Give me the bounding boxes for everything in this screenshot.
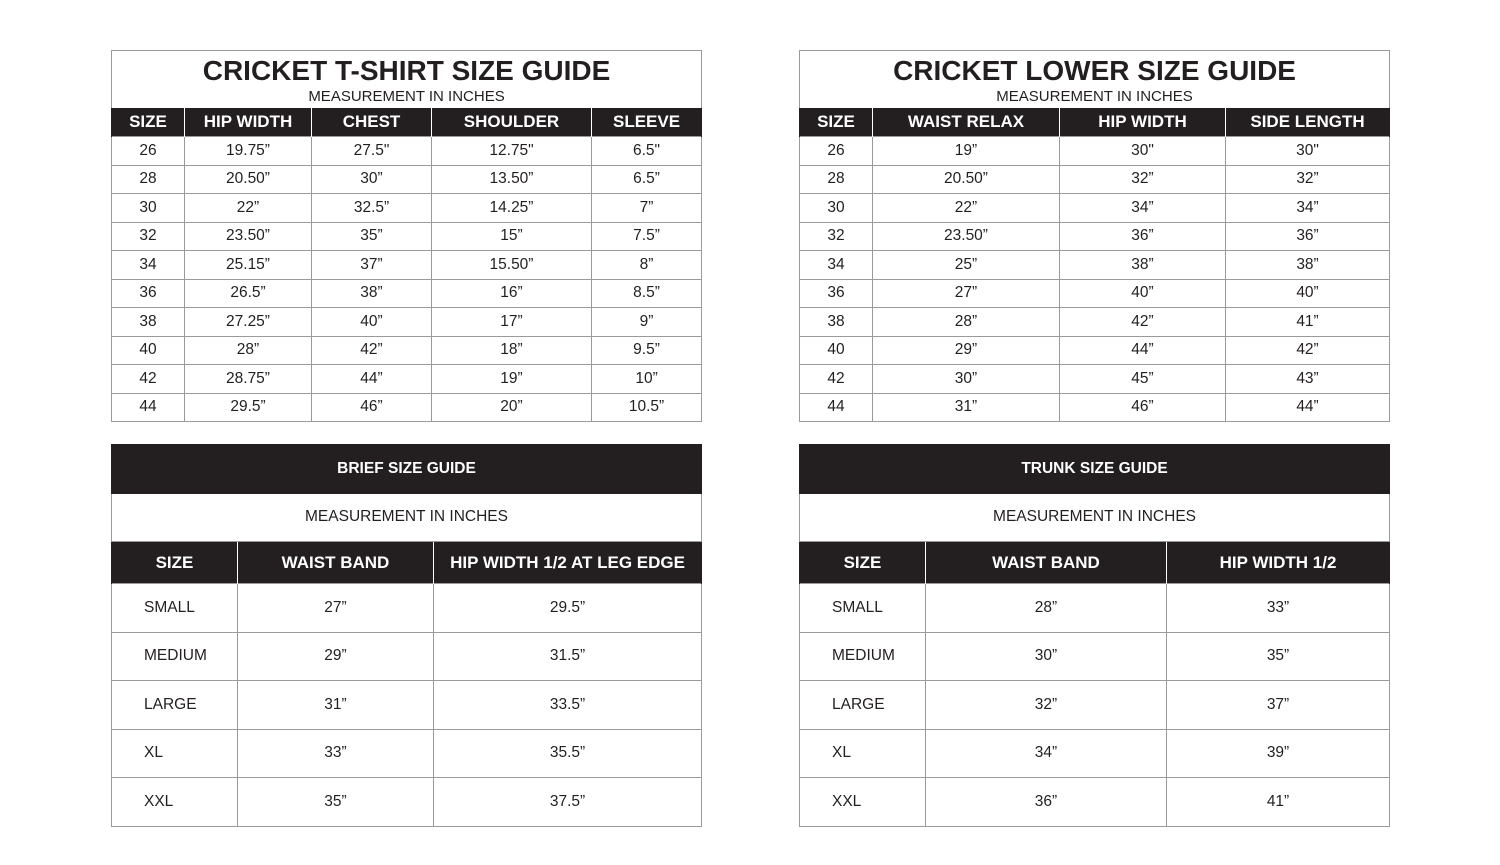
tshirt-header-row xyxy=(112,108,702,137)
lower-header-row xyxy=(800,108,1390,137)
table-cell: LARGE xyxy=(112,681,238,730)
table-row xyxy=(800,308,1390,337)
table-cell: XXL xyxy=(112,778,238,827)
table-cell: 36” xyxy=(1060,222,1226,251)
table-cell: 26 xyxy=(112,137,185,166)
lower-size-table xyxy=(799,50,1390,422)
table-cell: 32 xyxy=(112,222,185,251)
table-row xyxy=(112,137,702,166)
table-cell: 23.50” xyxy=(873,222,1060,251)
table-cell: 27” xyxy=(873,279,1060,308)
table-cell: 31” xyxy=(238,681,434,730)
table-cell: 35.5” xyxy=(434,729,702,778)
column-header: SLEEVE xyxy=(592,108,702,137)
table-cell: 29.5” xyxy=(185,393,312,422)
table-cell: 20” xyxy=(432,393,592,422)
column-header: HIP WIDTH 1/2 AT LEG EDGE xyxy=(434,542,702,584)
table-cell: 22” xyxy=(185,194,312,223)
table-cell: 32” xyxy=(926,681,1167,730)
table-cell: 18” xyxy=(432,336,592,365)
table-cell: 36 xyxy=(112,279,185,308)
table-cell: 32” xyxy=(1060,165,1226,194)
table-cell: 27.25” xyxy=(185,308,312,337)
table-cell: 27.5" xyxy=(312,137,432,166)
table-row xyxy=(112,336,702,365)
lower-size-guide xyxy=(799,50,1389,422)
table-cell: 30” xyxy=(926,632,1167,681)
table-cell: 28 xyxy=(112,165,185,194)
table-cell: 20.50” xyxy=(873,165,1060,194)
tshirt-title: CRICKET T-SHIRT SIZE GUIDE xyxy=(202,55,611,86)
table-row xyxy=(800,251,1390,280)
table-cell: 39” xyxy=(1167,729,1390,778)
table-row xyxy=(800,393,1390,422)
table-row xyxy=(112,308,702,337)
table-cell: 35” xyxy=(1167,632,1390,681)
table-cell: 44 xyxy=(112,393,185,422)
table-cell: 29” xyxy=(238,632,434,681)
table-cell: 9.5” xyxy=(592,336,702,365)
table-row xyxy=(112,279,702,308)
column-header: WAIST BAND xyxy=(926,542,1167,584)
column-header: HIP WIDTH xyxy=(185,108,312,137)
table-cell: 42” xyxy=(1226,336,1390,365)
table-cell: 31” xyxy=(873,393,1060,422)
lower-title: CRICKET LOWER SIZE GUIDE xyxy=(893,55,1296,86)
table-row xyxy=(800,336,1390,365)
table-cell: MEDIUM xyxy=(800,632,926,681)
table-cell: 14.25” xyxy=(432,194,592,223)
table-cell: 30 xyxy=(800,194,873,223)
table-cell: 6.5” xyxy=(592,165,702,194)
table-cell: 34 xyxy=(800,251,873,280)
brief-header-row xyxy=(112,542,702,584)
table-cell: 30” xyxy=(312,165,432,194)
column-header: SHOULDER xyxy=(432,108,592,137)
table-cell: 16” xyxy=(432,279,592,308)
table-cell: 46” xyxy=(1060,393,1226,422)
table-cell: 38 xyxy=(112,308,185,337)
table-cell: 42” xyxy=(312,336,432,365)
table-row xyxy=(112,222,702,251)
table-cell: 10” xyxy=(592,365,702,394)
table-cell: 28 xyxy=(800,165,873,194)
table-cell: 13.50” xyxy=(432,165,592,194)
tshirt-title-block xyxy=(112,51,702,109)
table-cell: 38” xyxy=(1060,251,1226,280)
table-cell: 8.5” xyxy=(592,279,702,308)
table-cell: 40 xyxy=(800,336,873,365)
column-header: SIDE LENGTH xyxy=(1226,108,1390,137)
table-cell: 33” xyxy=(238,729,434,778)
trunk-header-row xyxy=(800,542,1390,584)
table-cell: 15.50” xyxy=(432,251,592,280)
table-cell: 41” xyxy=(1226,308,1390,337)
table-cell: 20.50” xyxy=(185,165,312,194)
table-cell: 44” xyxy=(1226,393,1390,422)
column-header: SIZE xyxy=(800,108,873,137)
table-cell: 28.75” xyxy=(185,365,312,394)
table-row xyxy=(800,365,1390,394)
table-cell: 32 xyxy=(800,222,873,251)
table-cell: 30 xyxy=(112,194,185,223)
table-cell: 38” xyxy=(1226,251,1390,280)
table-row xyxy=(800,194,1390,223)
table-cell: 7” xyxy=(592,194,702,223)
table-cell: 29” xyxy=(873,336,1060,365)
table-cell: 37” xyxy=(1167,681,1390,730)
table-row xyxy=(112,584,702,633)
table-cell: 35” xyxy=(312,222,432,251)
table-cell: 40” xyxy=(1226,279,1390,308)
table-cell: 23.50” xyxy=(185,222,312,251)
table-cell: 32.5” xyxy=(312,194,432,223)
column-header: SIZE xyxy=(112,108,185,137)
table-cell: 30” xyxy=(873,365,1060,394)
table-cell: 36” xyxy=(926,778,1167,827)
table-cell: 45” xyxy=(1060,365,1226,394)
table-cell: 12.75" xyxy=(432,137,592,166)
table-cell: 25” xyxy=(873,251,1060,280)
table-cell: 22” xyxy=(873,194,1060,223)
column-header: SIZE xyxy=(112,542,238,584)
table-cell: 34 xyxy=(112,251,185,280)
table-cell: 38” xyxy=(312,279,432,308)
table-cell: 19.75” xyxy=(185,137,312,166)
brief-size-guide xyxy=(111,444,701,827)
table-row xyxy=(800,729,1390,778)
table-row xyxy=(800,137,1390,166)
table-row xyxy=(800,778,1390,827)
tshirt-size-table xyxy=(111,50,702,422)
table-cell: 30" xyxy=(1226,137,1390,166)
column-header: HIP WIDTH 1/2 xyxy=(1167,542,1390,584)
table-cell: 40” xyxy=(1060,279,1226,308)
table-cell: 19” xyxy=(873,137,1060,166)
column-header: CHEST xyxy=(312,108,432,137)
table-cell: 26.5” xyxy=(185,279,312,308)
table-cell: 44” xyxy=(1060,336,1226,365)
table-row xyxy=(112,632,702,681)
table-cell: 40” xyxy=(312,308,432,337)
table-cell: 33.5” xyxy=(434,681,702,730)
table-cell: SMALL xyxy=(112,584,238,633)
table-cell: 10.5” xyxy=(592,393,702,422)
table-cell: 46” xyxy=(312,393,432,422)
table-row xyxy=(112,393,702,422)
table-cell: XXL xyxy=(800,778,926,827)
table-row xyxy=(112,194,702,223)
table-cell: 37.5” xyxy=(434,778,702,827)
table-cell: 44” xyxy=(312,365,432,394)
table-cell: MEDIUM xyxy=(112,632,238,681)
lower-subtitle: MEASUREMENT IN INCHES xyxy=(996,88,1193,105)
table-row xyxy=(800,681,1390,730)
table-cell: 34” xyxy=(1226,194,1390,223)
table-cell: 35” xyxy=(238,778,434,827)
table-cell: 28” xyxy=(873,308,1060,337)
table-row xyxy=(112,365,702,394)
table-cell: 40 xyxy=(112,336,185,365)
table-row xyxy=(800,222,1390,251)
table-cell: 26 xyxy=(800,137,873,166)
table-cell: 38 xyxy=(800,308,873,337)
table-cell: 33” xyxy=(1167,584,1390,633)
table-cell: 9” xyxy=(592,308,702,337)
table-cell: 36” xyxy=(1226,222,1390,251)
table-cell: 28” xyxy=(926,584,1167,633)
table-cell: 34” xyxy=(1060,194,1226,223)
table-cell: 15” xyxy=(432,222,592,251)
table-cell: 42 xyxy=(800,365,873,394)
table-row xyxy=(800,279,1390,308)
table-cell: 25.15” xyxy=(185,251,312,280)
table-cell: 32” xyxy=(1226,165,1390,194)
trunk-size-guide xyxy=(799,444,1389,827)
table-cell: 27” xyxy=(238,584,434,633)
table-cell: XL xyxy=(800,729,926,778)
table-cell: 6.5" xyxy=(592,137,702,166)
table-cell: 36 xyxy=(800,279,873,308)
tshirt-size-guide xyxy=(111,50,701,422)
table-cell: 43” xyxy=(1226,365,1390,394)
table-cell: 29.5” xyxy=(434,584,702,633)
table-cell: 37” xyxy=(312,251,432,280)
table-row xyxy=(800,165,1390,194)
table-cell: 7.5” xyxy=(592,222,702,251)
table-cell: 44 xyxy=(800,393,873,422)
brief-size-table xyxy=(111,444,702,827)
table-cell: 30" xyxy=(1060,137,1226,166)
column-header: SIZE xyxy=(800,542,926,584)
lower-title-block xyxy=(800,51,1390,109)
table-row xyxy=(800,584,1390,633)
trunk-title: TRUNK SIZE GUIDE xyxy=(800,445,1390,494)
column-header: WAIST RELAX xyxy=(873,108,1060,137)
column-header: HIP WIDTH xyxy=(1060,108,1226,137)
table-row xyxy=(112,729,702,778)
tshirt-subtitle: MEASUREMENT IN INCHES xyxy=(308,88,505,105)
table-cell: 17” xyxy=(432,308,592,337)
table-cell: 41” xyxy=(1167,778,1390,827)
table-cell: LARGE xyxy=(800,681,926,730)
table-cell: 42” xyxy=(1060,308,1226,337)
table-cell: XL xyxy=(112,729,238,778)
table-row xyxy=(112,681,702,730)
table-row xyxy=(112,251,702,280)
table-cell: 8” xyxy=(592,251,702,280)
table-row xyxy=(112,778,702,827)
table-cell: 28” xyxy=(185,336,312,365)
table-cell: 42 xyxy=(112,365,185,394)
brief-title: BRIEF SIZE GUIDE xyxy=(112,445,702,494)
table-cell: 19” xyxy=(432,365,592,394)
brief-subtitle: MEASUREMENT IN INCHES xyxy=(112,493,702,542)
table-cell: 34” xyxy=(926,729,1167,778)
column-header: WAIST BAND xyxy=(238,542,434,584)
table-row xyxy=(112,165,702,194)
trunk-subtitle: MEASUREMENT IN INCHES xyxy=(800,493,1390,542)
table-cell: 31.5” xyxy=(434,632,702,681)
trunk-size-table xyxy=(799,444,1390,827)
table-row xyxy=(800,632,1390,681)
table-cell: SMALL xyxy=(800,584,926,633)
